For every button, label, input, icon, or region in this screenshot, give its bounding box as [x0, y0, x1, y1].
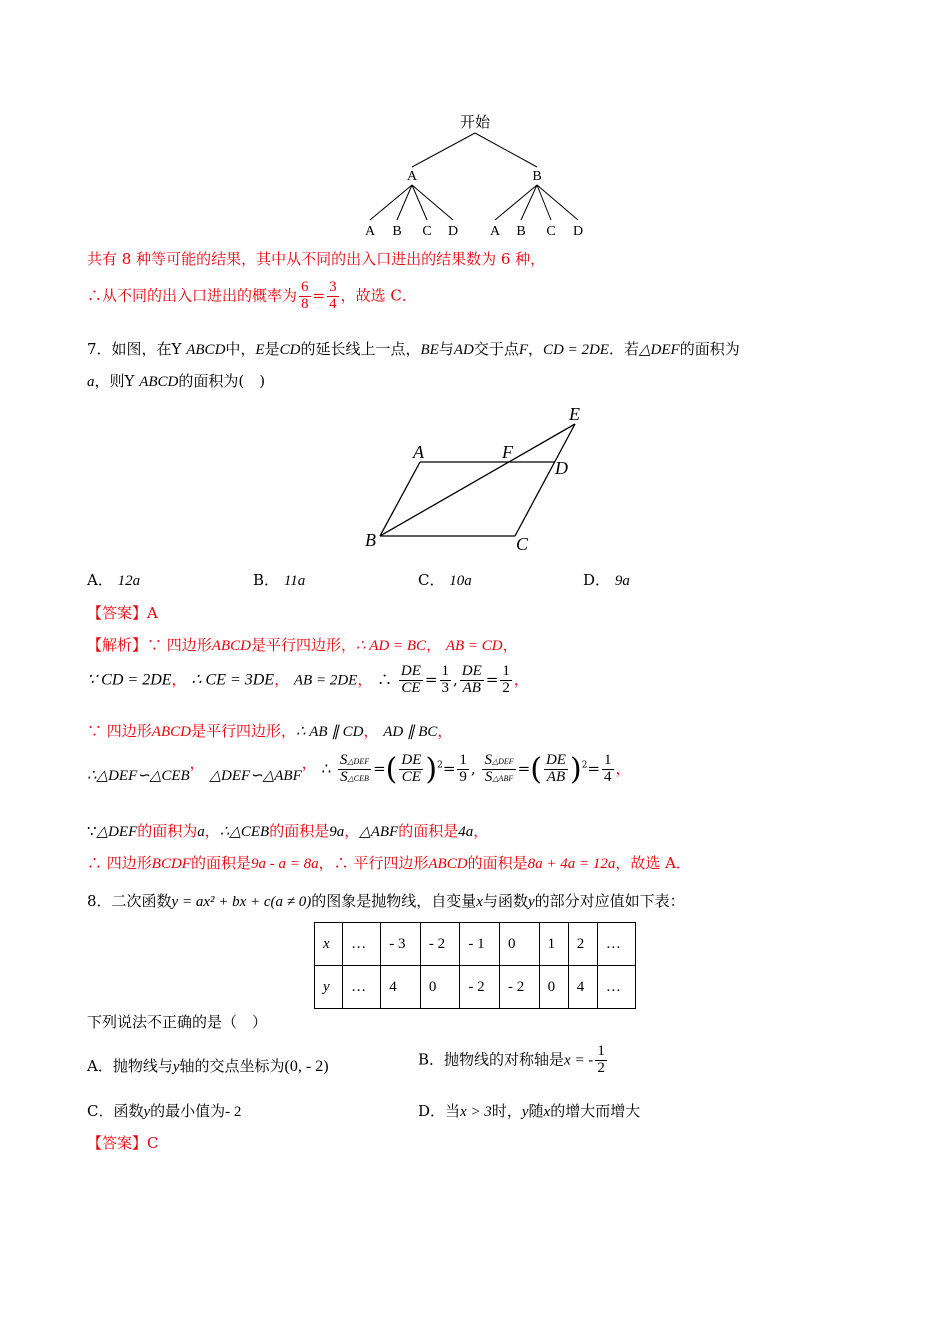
q8-prompt: 下列说法不正确的是（ ） [87, 1013, 268, 1031]
table-row [315, 923, 636, 966]
tree-diagram [340, 105, 610, 245]
fraction: $\frac{DE}{AB}$ [461, 663, 482, 696]
fraction: $\frac{3}{4}$ [329, 279, 337, 312]
q7-analysis-line6: ∴ 四边形BCDF的面积是9a - a = 8a，∴ 平行四边形ABCD的面积是8a + 4a = 12a，故选 A． [87, 854, 691, 872]
table-cell: - 2 [460, 966, 500, 1009]
fraction: $\frac{DE}{CE}$ [401, 752, 422, 785]
tree-leaf: B [392, 224, 402, 239]
q7-option-d[interactable]: D． 9a [583, 571, 630, 589]
table-cell: 2 [568, 923, 597, 966]
fraction: $\frac{1}{2}$ [502, 663, 510, 696]
q7-option-b[interactable]: B． 11a [253, 571, 306, 589]
table-cell: … [343, 923, 381, 966]
q8-option-b[interactable]: B．抛物线的对称轴是x = - $\frac{1}{2}$ [418, 1043, 605, 1076]
table-cell: x [315, 923, 343, 966]
table-cell: 1 [539, 923, 568, 966]
table-cell: … [597, 923, 635, 966]
parallelogram-figure [355, 400, 595, 560]
fraction: $\frac{DE}{AB}$ [545, 752, 566, 785]
q7-analysis-line1: 【解析】∵ 四边形ABCD是平行四边形，∴ AD = BC， AB = CD， [87, 636, 518, 654]
point-label-E: E [569, 404, 580, 424]
fraction: $\frac{1}{3}$ [441, 663, 449, 696]
tree-leaf: A [364, 224, 376, 239]
q7-option-c[interactable]: C． 10a [418, 571, 472, 589]
table-cell: 4 [381, 966, 421, 1009]
q8-answer: 【答案】C [87, 1134, 159, 1152]
q8-option-c[interactable]: C．函数y的最小值为- 2 [87, 1102, 242, 1120]
table-cell: - 3 [381, 923, 421, 966]
q7-analysis-line4: ∴△DEF∽△CEB， △DEF∽△ABF， ∴ $\frac{\text{S△DEF}}{\text{S△CEB}}$ =( $\frac{DE}{CE}$ )$^2$= $\frac{1}{9}$ , $\frac{\text{S△DEF}}{\text{S△ABF}}$ =( $\frac{DE}{AB}$ )$^2$= $\frac{1}{4}$ ， [87, 752, 631, 787]
area-ratio-fraction: $\frac{\text{S△DEF}}{\text{S△ABF}}$ [484, 752, 514, 785]
q7-answer: 【答案】A [87, 604, 158, 622]
table-cell: … [343, 966, 381, 1009]
q8-statement: 8．二次函数y = ax² + bx + c(a ≠ 0)的图象是抛物线，自变量x与函数y的部分对应值如下表： [87, 892, 685, 910]
q7-analysis-line3: ∵ 四边形ABCD是平行四边形，∴ AB ∥ CD， AD ∥ BC， [87, 722, 453, 740]
table-cell: 4 [568, 966, 597, 1009]
q7-analysis-line2: ∵ CD = 2DE， ∴ CE = 3DE， AB = 2DE， ∴ $\frac{DE}{CE}$ = $\frac{1}{3}$ , $\frac{DE}{AB}$ = $\frac{1}{2}$ ， [87, 663, 529, 696]
q7-analysis-line5: ∵△DEF的面积为a，∴△CEB的面积是9a，△ABF的面积是4a， [87, 822, 489, 840]
q6-conclusion: ，故选 C． [340, 286, 417, 305]
tree-leaf: B [516, 224, 526, 239]
table-cell: 0 [499, 923, 539, 966]
q8-option-a[interactable]: A．抛物线与y轴的交点坐标为(0, - 2) [87, 1057, 329, 1075]
q6-prob-text: ∴从不同的出入口进出的概率为 [87, 286, 298, 305]
point-label-F: F [502, 442, 513, 462]
q8-value-table [314, 922, 636, 1009]
parallelogram-symbol: Y [171, 340, 182, 358]
table-row [315, 966, 636, 1009]
q8-option-d[interactable]: D．当x > 3时，y随x的增大而增大 [418, 1102, 641, 1120]
q6-probability-line: ∴从不同的出入口进出的概率为 $\frac{6}{8}$ = $\frac{3}{4}$ ，故选 C． [87, 279, 417, 312]
tree-leaf: C [546, 224, 556, 239]
fraction: $\frac{1}{2}$ [597, 1043, 605, 1076]
analysis-tag: 【解析】 [87, 636, 148, 654]
tree-leaf: A [489, 224, 501, 239]
fraction: $\frac{1}{4}$ [604, 752, 612, 785]
table-cell: - 1 [460, 923, 500, 966]
table-cell: 0 [539, 966, 568, 1009]
area-ratio-fraction: $\frac{\text{S△DEF}}{\text{S△CEB}}$ [339, 752, 370, 785]
tree-root: 开始 [459, 113, 491, 131]
fraction: $\frac{1}{9}$ [459, 752, 467, 785]
table-cell: y [315, 966, 343, 1009]
tree-node: A [406, 169, 418, 184]
q7-option-a[interactable]: A． 12a [87, 571, 141, 589]
fraction: $\frac{6}{8}$ [301, 279, 309, 312]
point-label-D: D [555, 458, 568, 478]
point-label-C: C [516, 534, 529, 554]
table-cell: - 2 [420, 923, 460, 966]
table-cell: … [597, 966, 635, 1009]
tree-leaf: D [447, 224, 459, 239]
tree-leaf: D [572, 224, 584, 239]
point-label-B: B [365, 530, 376, 550]
tree-node: B [532, 169, 542, 184]
table-cell: - 2 [499, 966, 539, 1009]
q7-statement-line1: 7．如图，在Y ABCD中，E是CD的延长线上一点，BE与AD交于点F，CD = 2DE．若△DEF的面积为 [87, 340, 740, 358]
q7-statement-line2: a，则Y ABCD的面积为( ) [87, 372, 266, 390]
tree-leaf: C [422, 224, 432, 239]
fraction: $\frac{DE}{CE}$ [400, 663, 421, 696]
point-label-A: A [413, 442, 424, 462]
q6-result-line: 共有 8 种等可能的结果，其中从不同的出入口进出的结果数为 6 种， [87, 250, 546, 268]
table-cell: 0 [420, 966, 460, 1009]
